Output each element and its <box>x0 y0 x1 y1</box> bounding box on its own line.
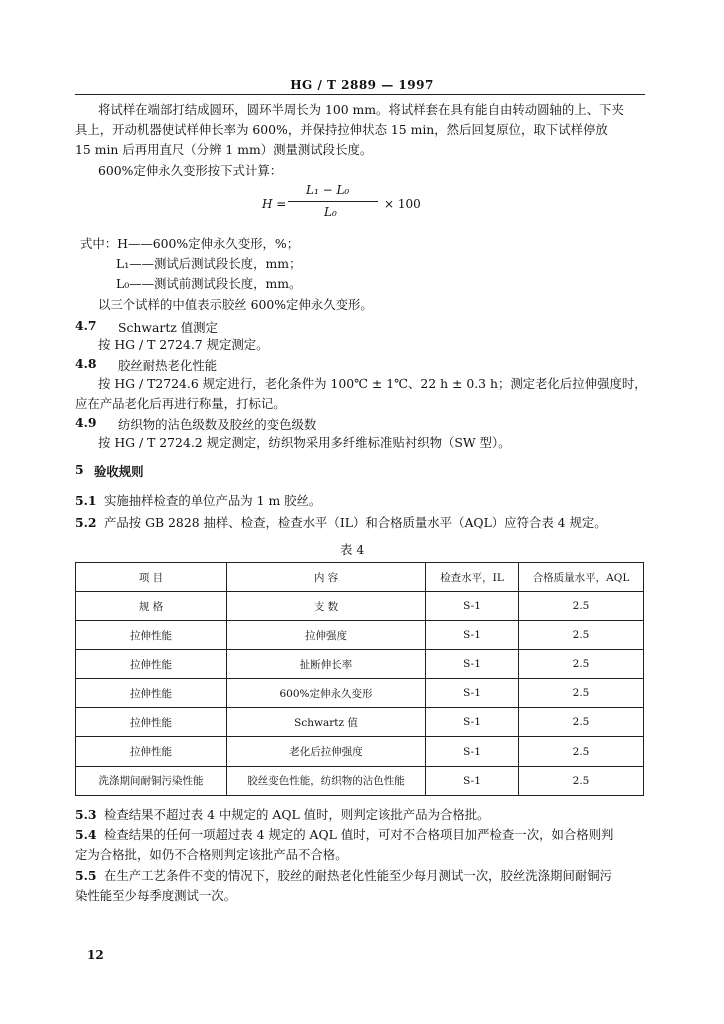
table-row <box>76 737 644 766</box>
table-row <box>76 621 644 650</box>
table-cell: 洗涤期间耐铜污染性能 <box>76 766 227 795</box>
paragraph-line: 按 HG / T 2724.2 规定测定，纺织物采用多纤维标准贴衬织物（SW 型）。 <box>98 435 511 450</box>
table-cell: S-1 <box>426 592 519 621</box>
table-cell: S-1 <box>426 650 519 679</box>
paragraph-line: 定为合格批，如仍不合格则判定该批产品不合格。 <box>75 847 348 862</box>
table-cell: 600%定伸永久变形 <box>227 679 426 708</box>
table-cell: 2.5 <box>519 679 644 708</box>
section-number: 4.9 <box>75 415 97 430</box>
table-cell: 2.5 <box>519 708 644 737</box>
table-cell: 拉伸性能 <box>76 708 227 737</box>
table-cell: 拉伸强度 <box>227 621 426 650</box>
section-title: 验收规则 <box>94 464 144 479</box>
formula-lhs: H = <box>262 197 287 211</box>
fraction-bar <box>288 201 378 202</box>
where-line: L₀——测试前测试段长度，mm。 <box>116 276 302 291</box>
paragraph-line: 将试样在端部打结成圆环，圆环半周长为 100 mm。将试样套在具有能自由转动圆轴的上、下夹 <box>98 102 624 117</box>
section-number: 5.4 <box>75 827 97 842</box>
table-caption: 表 4 <box>340 542 365 557</box>
table-cell: S-1 <box>426 621 519 650</box>
table-cell: 拉伸性能 <box>76 650 227 679</box>
where-line: 式中：H——600%定伸永久变形，%； <box>80 236 300 251</box>
table-4 <box>75 562 644 796</box>
paragraph-line: 具上，开动机器使试样伸长率为 600%，并保持拉伸状态 15 min，然后回复原位，取下试样停放 <box>75 122 608 137</box>
paragraph-line: 以三个试样的中值表示胶丝 600%定伸永久变形。 <box>98 297 373 312</box>
formula-multiplier: × 100 <box>384 197 421 211</box>
page-number: 12 <box>87 948 104 962</box>
header-cell: 合格质量水平，AQL <box>519 563 644 592</box>
paragraph-line: 实施抽样检查的单位产品为 1 m 胶丝。 <box>104 493 322 508</box>
header-cell: 项 目 <box>76 563 227 592</box>
table-cell: 老化后拉伸强度 <box>227 737 426 766</box>
formula-denominator: L₀ <box>324 205 337 219</box>
section-number: 5.2 <box>75 515 97 530</box>
paragraph-line: 15 min 后再用直尺（分辨 1 mm）测量测试段长度。 <box>75 142 373 157</box>
section-title: Schwartz 值测定 <box>118 320 218 335</box>
table-row <box>76 592 644 621</box>
header-cell: 检查水平，IL <box>426 563 519 592</box>
table-cell: S-1 <box>426 708 519 737</box>
table-row <box>76 766 644 795</box>
paragraph-line: 产品按 GB 2828 抽样、检查，检查水平（IL）和合格质量水平（AQL）应符合表 4 规定。 <box>104 515 607 530</box>
table-cell: 拉伸性能 <box>76 737 227 766</box>
table-cell: 扯断伸长率 <box>227 650 426 679</box>
formula-numerator: L₁ − L₀ <box>306 183 350 197</box>
table-cell: 2.5 <box>519 766 644 795</box>
table-cell: S-1 <box>426 766 519 795</box>
table-cell: S-1 <box>426 679 519 708</box>
table-cell: 2.5 <box>519 621 644 650</box>
table-cell: 2.5 <box>519 592 644 621</box>
paragraph-line: 检查结果的任何一项超过表 4 规定的 AQL 值时，可对不合格项目加严检查一次，如合格则判 <box>104 827 614 842</box>
section-number: 5 <box>75 462 84 477</box>
paragraph-line: 染性能至少每季度测试一次。 <box>75 888 237 903</box>
paragraph-line: 检查结果不超过表 4 中规定的 AQL 值时，则判定该批产品为合格批。 <box>104 807 490 822</box>
table-row <box>76 708 644 737</box>
table-cell: S-1 <box>426 737 519 766</box>
paragraph-line: 600%定伸永久变形按下式计算： <box>98 163 283 178</box>
table-cell: 2.5 <box>519 737 644 766</box>
table-cell: 支 数 <box>227 592 426 621</box>
header-cell: 内 容 <box>227 563 426 592</box>
section-number: 5.5 <box>75 868 97 883</box>
paragraph-line: 按 HG / T 2724.7 规定测定。 <box>98 337 269 352</box>
table-cell: 拉伸性能 <box>76 679 227 708</box>
where-line: L₁——测试后测试段长度，mm； <box>116 256 302 271</box>
paragraph-line: 应在产品老化后再进行称量，打标记。 <box>75 396 286 411</box>
table-row <box>76 650 644 679</box>
section-title: 胶丝耐热老化性能 <box>118 358 218 373</box>
paragraph-line: 按 HG / T2724.6 规定进行，老化条件为 100℃ ± 1℃、22 h ± 0.3 h；测定老化后拉伸强度时， <box>98 376 647 391</box>
table-header-row <box>76 563 644 592</box>
section-number: 4.8 <box>75 356 97 371</box>
table-cell: 规 格 <box>76 592 227 621</box>
paragraph-line: 在生产工艺条件不变的情况下，胶丝的耐热老化性能至少每月测试一次，胶丝洗涤期间耐铜污 <box>104 868 613 883</box>
table-cell: 2.5 <box>519 650 644 679</box>
section-number: 4.7 <box>75 318 97 333</box>
table-row <box>76 679 644 708</box>
section-title: 纺织物的沾色级数及胶丝的变色级数 <box>118 417 317 432</box>
table-cell: 拉伸性能 <box>76 621 227 650</box>
document-header: HG / T 2889 — 1997 <box>290 78 434 92</box>
table-cell: 胶丝变色性能，纺织物的沾色性能 <box>227 766 426 795</box>
section-number: 5.3 <box>75 807 97 822</box>
header-rule <box>75 94 645 95</box>
section-number: 5.1 <box>75 493 97 508</box>
table-cell: Schwartz 值 <box>227 708 426 737</box>
